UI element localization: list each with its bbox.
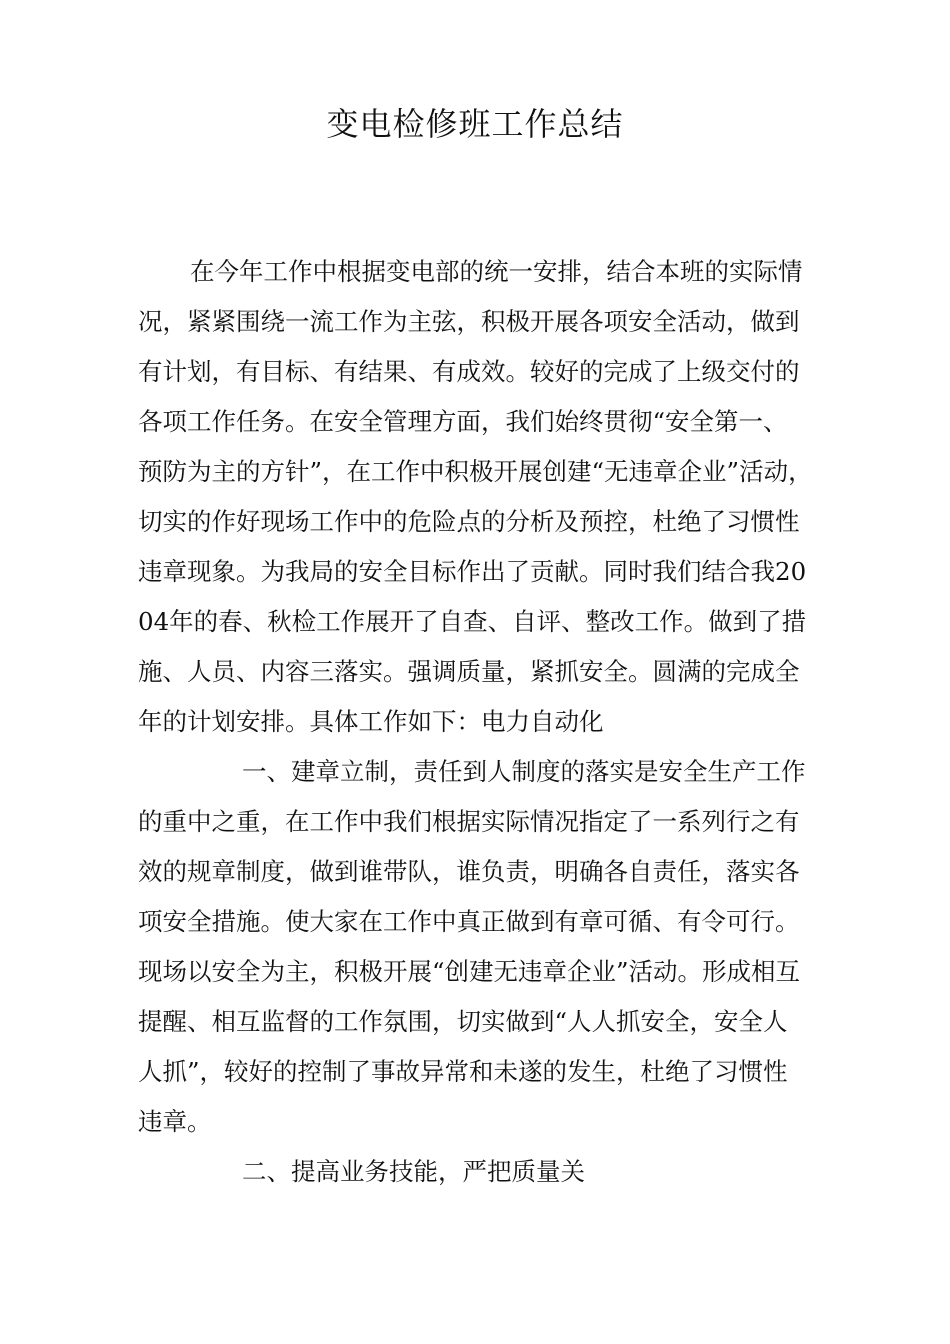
section-2-heading: 二、提高业务技能，严把质量关: [242, 1157, 585, 1186]
document-title: 变电检修班工作总结: [326, 105, 624, 143]
body-line-15: 现场以安全为主，积极开展“创建无违章企业”活动。形成相互: [138, 957, 801, 986]
body-line-2: 况，紧紧围绕一流工作为主弦，积极开展各项安全活动，做到: [138, 307, 800, 336]
body-line-10: 年的计划安排。具体工作如下：电力自动化: [138, 707, 604, 736]
body-line-14: 项安全措施。使大家在工作中真正做到有章可循、有令可行。: [138, 907, 800, 936]
body-line-6: 切实的作好现场工作中的危险点的分析及预控，杜绝了习惯性: [138, 507, 800, 536]
body-line-1: 在今年工作中根据变电部的统一安排，结合本班的实际情: [190, 257, 803, 286]
body-line-4: 各项工作任务。在安全管理方面，我们始终贯彻“安全第一、: [138, 407, 788, 436]
body-line-13: 效的规章制度，做到谁带队，谁负责，明确各自责任，落实各: [138, 857, 800, 886]
body-line-17: 人抓”，较好的控制了事故异常和未遂的发生，杜绝了习惯性: [138, 1057, 788, 1086]
body-line-9: 施、人员、内容三落实。强调质量，紧抓安全。圆满的完成全: [138, 657, 800, 686]
body-line-12: 的重中之重，在工作中我们根据实际情况指定了一系列行之有: [138, 807, 800, 836]
body-line-7: 违章现象。为我局的安全目标作出了贡献。同时我们结合我20: [138, 557, 807, 586]
body-line-16: 提醒、相互监督的工作氛围，切实做到“人人抓安全，安全人: [138, 1007, 788, 1036]
body-line-5: 预防为主的方针”，在工作中积极开展创建“无违章企业”活动，: [138, 457, 813, 486]
body-line-18: 违章。: [138, 1107, 212, 1136]
body-line-3: 有计划，有目标、有结果、有成效。较好的完成了上级交付的: [138, 357, 800, 386]
section-1-heading-line: 一、建章立制，责任到人制度的落实是安全生产工作: [242, 757, 806, 786]
body-line-8: 04年的春、秋检工作展开了自查、自评、整改工作。做到了措: [138, 607, 807, 636]
